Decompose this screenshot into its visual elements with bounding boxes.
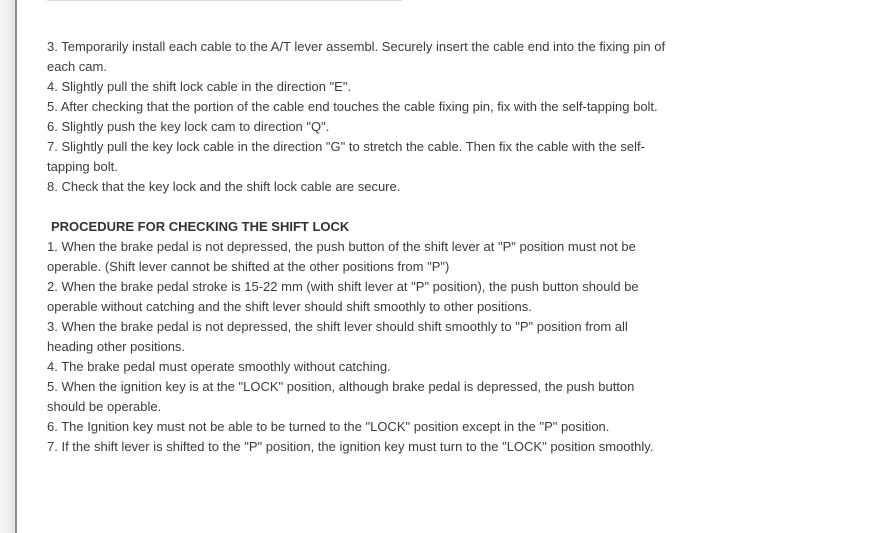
procedure-step-2: 2. When the brake pedal stroke is 15-22 mm (with shift lever at "P" position), the push button should be operable without catching and the shift lever should shift smoothly to other positions. <box>47 279 639 314</box>
install-step-4: 4. Slightly pull the shift lock cable in the direction "E". <box>47 79 352 94</box>
install-step-6: 6. Slightly push the key lock cam to direction "Q". <box>47 119 330 134</box>
install-step-5: 5. After checking that the portion of the cable end touches the cable fixing pin, fix with the self-tapping bolt. <box>47 99 658 114</box>
procedure-step-4: 4. The brake pedal must operate smoothly without catching. <box>47 359 391 374</box>
procedure-step-3: 3. When the brake pedal is not depressed, the shift lever should shift smoothly to "P" position from all heading other positions. <box>47 319 628 354</box>
procedure-heading: PROCEDURE FOR CHECKING THE SHIFT LOCK <box>51 219 350 234</box>
procedure-step-7: 7. If the shift lever is shifted to the "P" position, the ignition key must turn to the "LOCK" position smoothly. <box>47 439 654 454</box>
install-step-7: 7. Slightly pull the key lock cable in the direction "G" to stretch the cable. Then fix the cable with the self-tapping bolt. <box>47 139 645 174</box>
page-left-margin <box>0 0 15 533</box>
procedure-step-1: 1. When the brake pedal is not depressed, the push button of the shift lever at "P" position must not be operable. (Shift lever cannot be shifted at the other positions from "P") <box>47 239 636 274</box>
install-step-8: 8. Check that the key lock and the shift lock cable are secure. <box>47 179 401 194</box>
top-divider <box>47 0 402 1</box>
section-spacer <box>47 197 667 217</box>
page-left-border <box>15 0 17 533</box>
procedure-step-6: 6. The Ignition key must not be able to be turned to the "LOCK" position except in the "P" position. <box>47 419 610 434</box>
document-body <box>47 37 667 457</box>
procedure-step-5: 5. When the ignition key is at the "LOCK" position, although brake pedal is depressed, the push button should be operable. <box>47 379 635 414</box>
install-step-3: 3. Temporarily install each cable to the A/T lever assembl. Securely insert the cable end into the fixing pin of each cam. <box>47 39 666 74</box>
